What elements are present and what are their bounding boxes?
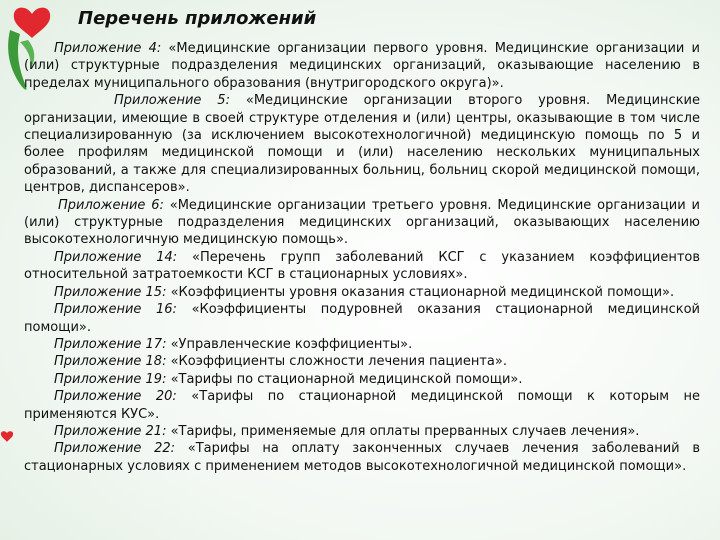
appendix-label: Приложение 19: [54,371,167,387]
appendix-text: «Тарифы на оплату законченных случаев лечения заболеваний в стационарных условиях с применением методов высокотехнологичной медицинской помощи». [24,441,700,474]
appendix-text: «Тарифы, применяемые для оплаты прерванных случаев лечения». [166,423,640,439]
appendix-text: «Тарифы по стационарной медицинской помощи». [166,371,523,387]
appendix-item [24,40,700,92]
appendix-text: «Управленческие коэффициенты». [166,336,413,352]
appendix-label: Приложение 5: [114,93,230,109]
appendix-label: Приложение 20: [54,389,177,405]
appendix-item [24,371,700,388]
appendix-label: Приложение 22: [54,441,176,457]
appendix-item [24,301,700,336]
appendix-text: «Медицинские организации третьего уровня. Медицинские организации и (или) структурные подразделения медицинских организаций, оказывающих населению высокотехнологичную медицинскую помощь». [24,197,700,248]
appendix-label: Приложение 21: [54,423,167,439]
appendix-text: «Коэффициенты сложности лечения пациента». [166,354,507,370]
appendix-label: Приложение 6: [58,197,164,213]
appendix-item [24,336,700,353]
appendix-item [24,197,700,249]
appendix-text: «Коэффициенты подуровней оказания стационарной медицинской помощи». [24,302,701,335]
appendix-item [24,423,700,440]
appendix-text: «Перечень групп заболеваний КСГ с указанием коэффициентов относительной затратоемкости КСГ в стационарных условиях». [24,249,701,283]
appendix-text: «Коэффициенты уровня оказания стационарной медицинской помощи». [166,284,675,300]
appendix-label: Приложение 14: [54,249,178,265]
appendix-text: «Тарифы по стационарной медицинской помощи к которым не применяются КУС». [24,389,700,422]
appendix-item [24,249,700,284]
appendix-item [24,440,700,475]
appendix-item [24,353,700,370]
appendix-item [24,92,700,196]
heart-bullet-icon [0,430,14,444]
appendix-label: Приложение 17: [54,336,167,352]
page-title: Перечень приложений [78,8,317,29]
appendix-item [24,388,700,423]
appendix-text: «Медицинские организации первого уровня. Медицинские организации и (или) структурные подразделения медицинских организаций, оказывающие населению в пределах муниципального образования (внутригородского округа)». [24,41,700,91]
appendix-label: Приложение 16: [54,302,177,318]
appendix-text: «Медицинские организации второго уровня. Медицинские организации, имеющие в своей структуре отделения и (или) центры, оказывающие в том числе специализированную (за исключением высокотехнологичной) медицинскую помощь по 5 и более профилям медицинской помощи и (или) населению нескольких муниципальных образований, а также для специализированных больниц, больниц скорой медицинской помощи, центров, диспансеров». [24,93,700,196]
appendix-item [24,284,700,301]
appendix-label: Приложение 4: [54,41,162,56]
appendix-label: Приложение 18: [54,354,167,370]
appendix-label: Приложение 15: [54,284,167,300]
appendix-list [24,40,700,475]
